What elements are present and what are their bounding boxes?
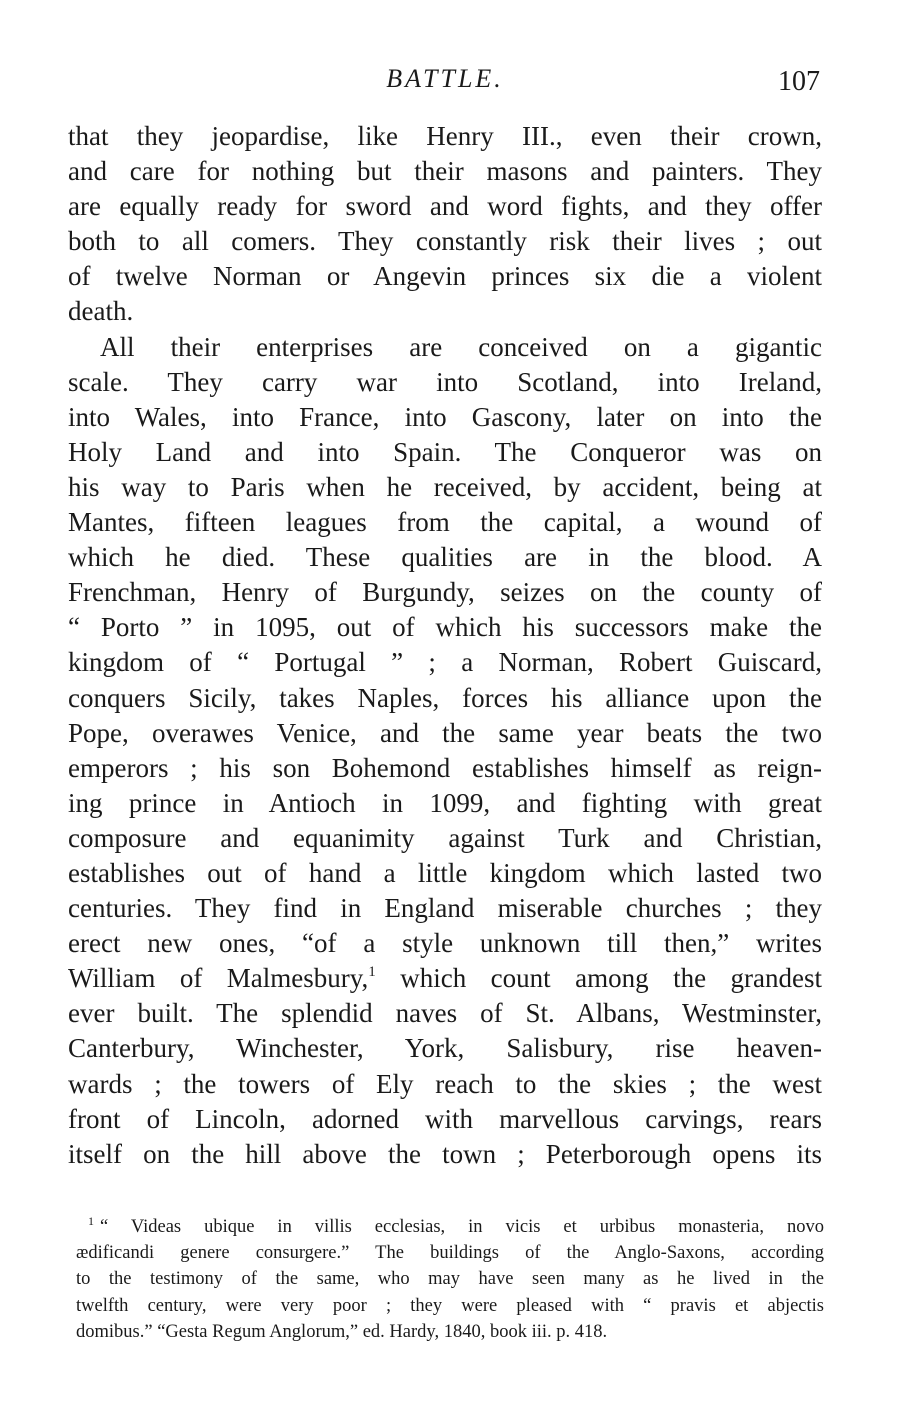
- text-line: kingdom of “ Portugal ” ; a Norman, Robert Guiscard,: [68, 647, 822, 678]
- text-line: centuries. They find in England miserable churches ; they: [68, 893, 822, 924]
- text-line: composure and equanimity against Turk and Christian,: [68, 822, 822, 853]
- text-line: that they jeopardise, like Henry III., even their crown,: [68, 121, 822, 151]
- main-text: [68, 119, 822, 1172]
- footnote-text: “ Videas ubique in villis ecclesias, in vicis et urbibus monasteria, novo: [100, 1217, 824, 1237]
- text-line: ever built. The splendid naves of St. Albans, Westminster,: [68, 998, 822, 1029]
- text-line: Holy Land and into Spain. The Conqueror was on: [68, 436, 822, 467]
- text-segment: William of Malmesbury,: [68, 963, 369, 994]
- text-line: ing prince in Antioch in 1099, and fighting with great: [68, 787, 822, 818]
- text-line: “ Porto ” in 1095, out of which his successors make the: [68, 612, 822, 643]
- page-number: 107: [778, 66, 820, 97]
- footnote-line: twelfth century, were very poor ; they were pleased with “ pravis et abjectis: [76, 1295, 824, 1316]
- footnote-reference: 1: [368, 964, 376, 981]
- text-line: Canterbury, Winchester, York, Salisbury, rise heaven-: [68, 1033, 822, 1064]
- text-line: are equally ready for sword and word fights, and they offer: [68, 191, 822, 222]
- text-line: conquers Sicily, takes Naples, forces his alliance upon the: [68, 682, 822, 713]
- text-segment: which count among the grandest: [375, 963, 822, 994]
- text-line: of twelve Norman or Angevin princes six die a violent: [68, 261, 822, 292]
- text-line: into Wales, into France, into Gascony, later on into the: [68, 401, 822, 432]
- text-line: Frenchman, Henry of Burgundy, seizes on the county of: [68, 577, 822, 608]
- text-line: Mantes, fifteen leagues from the capital, a wound of: [68, 507, 822, 538]
- footnote-block: [76, 1214, 824, 1345]
- text-line: All their enterprises are conceived on a gigantic: [100, 331, 822, 362]
- text-line: which he died. These qualities are in the blood. A: [68, 542, 822, 573]
- text-line-with-footnote-ref: [68, 961, 822, 996]
- text-line: erect new ones, “of a style unknown till then,” writes: [68, 928, 822, 959]
- footnote-line: [76, 1214, 824, 1240]
- text-line: death.: [68, 296, 134, 327]
- text-line: itself on the hill above the town ; Peterborough opens its: [68, 1138, 822, 1169]
- text-line: both to all comers. They constantly risk their lives ; out: [68, 226, 822, 257]
- text-line: Pope, overawes Venice, and the same year beats the two: [68, 717, 822, 748]
- footnote-marker: 1: [88, 1214, 94, 1228]
- text-line: front of Lincoln, adorned with marvellous carvings, rears: [68, 1103, 822, 1134]
- text-line: scale. They carry war into Scotland, into Ireland,: [68, 366, 822, 397]
- text-line: and care for nothing but their masons and painters. They: [68, 156, 822, 187]
- text-line: his way to Paris when he received, by accident, being at: [68, 471, 822, 502]
- footnote-line: to the testimony of the same, who may have seen many as he lived in the: [76, 1269, 824, 1290]
- text-line: establishes out of hand a little kingdom which lasted two: [68, 857, 822, 888]
- text-line: emperors ; his son Bohemond establishes himself as reign-: [68, 752, 822, 783]
- running-title: BATTLE.: [386, 64, 504, 93]
- footnote-line: domibus.” “Gesta Regum Anglorum,” ed. Hardy, 1840, book iii. p. 418.: [76, 1321, 608, 1342]
- running-head: [68, 64, 822, 104]
- footnote-line: ædificandi genere consurgere.” The buildings of the Anglo-Saxons, according: [76, 1243, 824, 1264]
- text-line: wards ; the towers of Ely reach to the skies ; the west: [68, 1068, 822, 1099]
